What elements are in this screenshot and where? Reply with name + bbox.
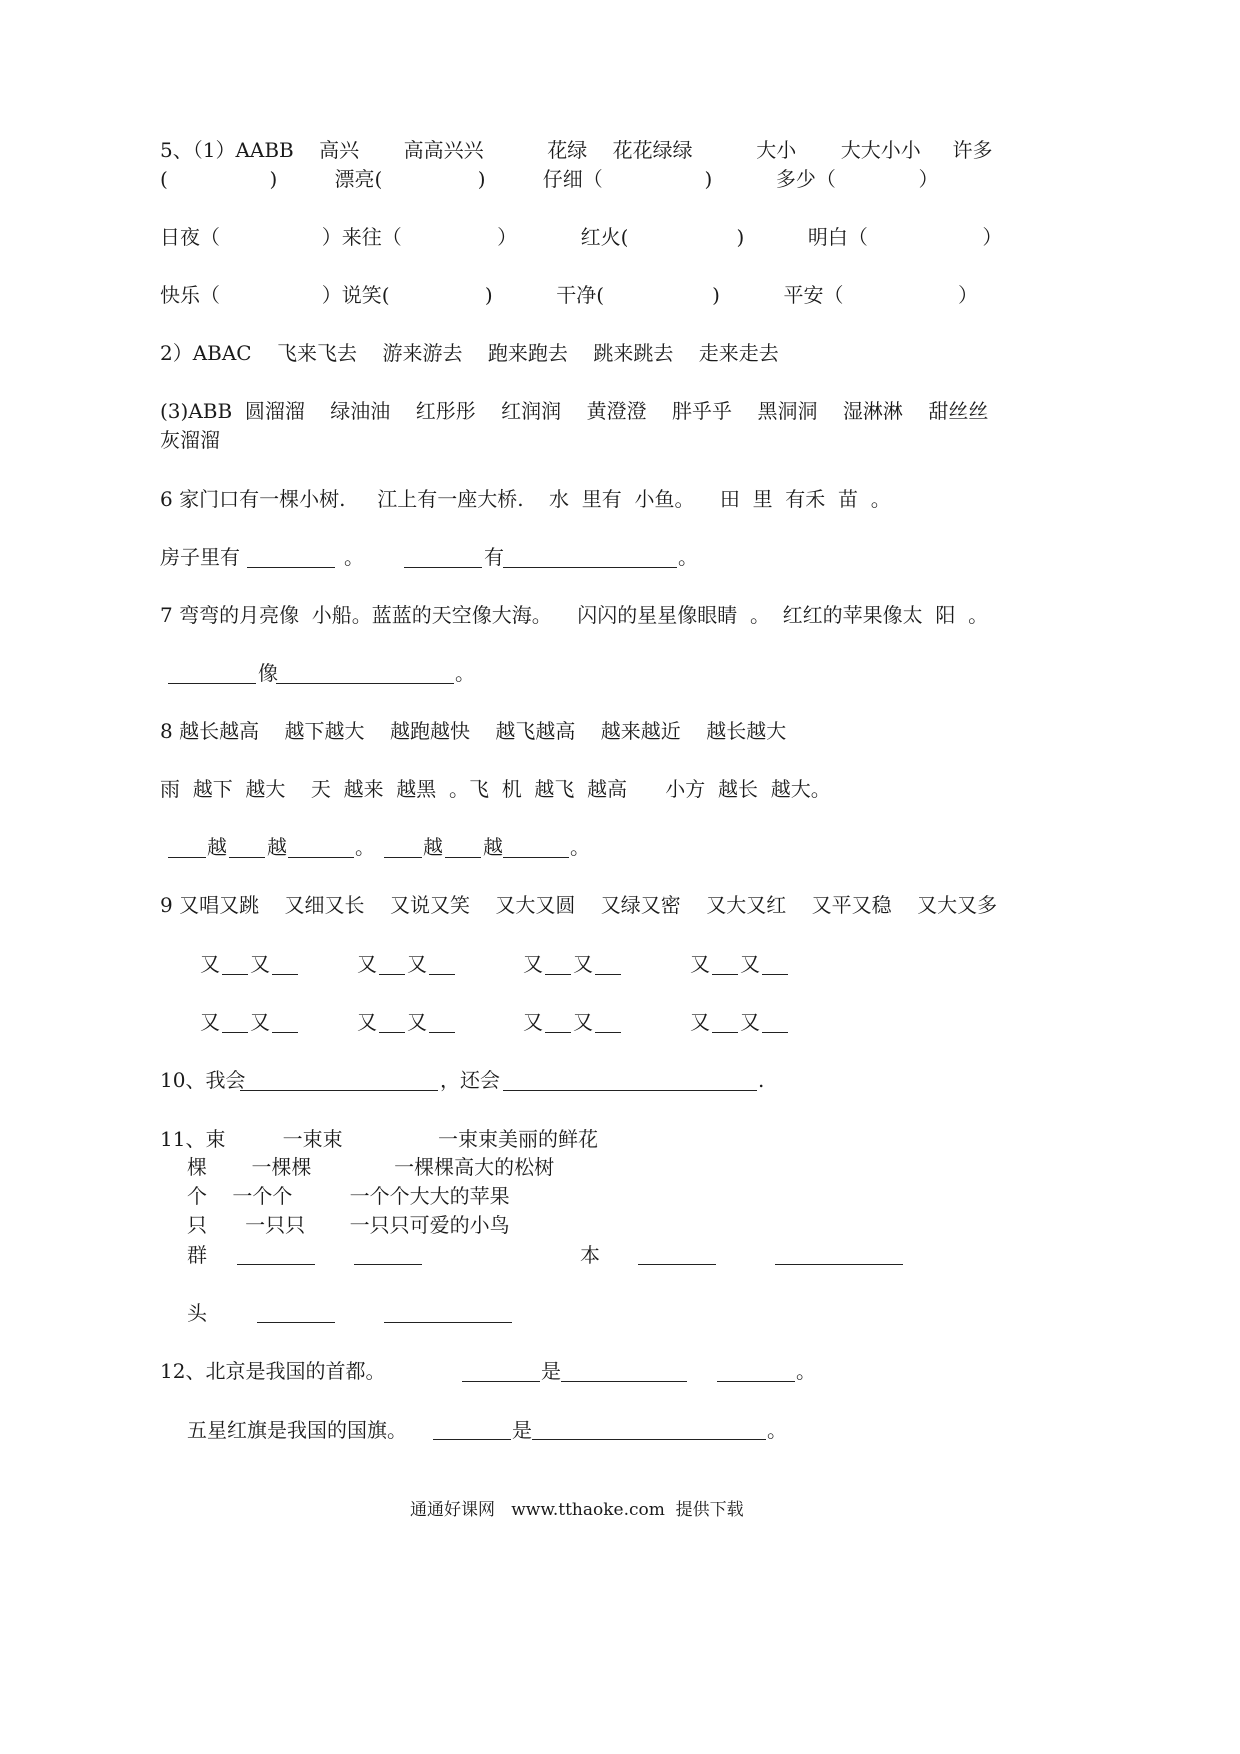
- q11-blank[interactable]: [775, 1264, 903, 1265]
- q9-blank[interactable]: [222, 1032, 248, 1033]
- q9-blank[interactable]: [712, 1032, 738, 1033]
- q9-blank[interactable]: [595, 974, 621, 975]
- q12-shi-2: 是: [512, 1418, 532, 1442]
- q12-period-1: 。: [796, 1359, 816, 1383]
- q11-blank[interactable]: [237, 1264, 315, 1265]
- q6-fill-prefix: 房子里有: [160, 545, 240, 569]
- q9-blank[interactable]: [272, 974, 298, 975]
- q12-blank-2[interactable]: [561, 1381, 687, 1382]
- q11-ben: 本: [580, 1243, 600, 1267]
- q10-end: .: [758, 1068, 765, 1092]
- q9-you: 又: [523, 1010, 543, 1034]
- q9-you: 又: [407, 1010, 427, 1034]
- q8-blank-5[interactable]: [445, 857, 481, 858]
- q9-you: 又: [523, 952, 543, 976]
- q12-blank-3[interactable]: [717, 1381, 795, 1382]
- q7-blank-1[interactable]: [168, 683, 256, 684]
- q11-line-2: 棵 一棵棵 一棵棵高大的松树: [187, 1155, 555, 1179]
- q6-blank-3[interactable]: [503, 567, 677, 568]
- q8-yue-4: 越: [483, 835, 503, 859]
- q12-line-1: 12、北京是我国的首都。: [160, 1359, 386, 1383]
- q8-yue-1: 越: [207, 835, 227, 859]
- q6-blank-2[interactable]: [404, 567, 482, 568]
- q11-blank[interactable]: [257, 1322, 335, 1323]
- q8-blank-6[interactable]: [503, 857, 569, 858]
- q6-fill-you: 有: [484, 545, 504, 569]
- q9-you: 又: [357, 952, 377, 976]
- q6-blank-1[interactable]: [247, 567, 335, 568]
- q8-yue-2: 越: [267, 835, 287, 859]
- q11-line-4: 只 一只只 一只只可爱的小鸟: [187, 1213, 510, 1237]
- q6-fill-period-2: 。: [678, 545, 698, 569]
- q9-you: 又: [740, 952, 760, 976]
- q9-blank[interactable]: [429, 1032, 455, 1033]
- q8-yue-3: 越: [423, 835, 443, 859]
- q9-blank[interactable]: [222, 974, 248, 975]
- q5-line-3: 日夜（ ）来往（ ） 红火( ) 明白（ ）: [160, 225, 1003, 249]
- q9-blank[interactable]: [762, 1032, 788, 1033]
- q5-abac-line: 2）ABAC 飞来飞去 游来游去 跑来跑去 跳来跳去 走来走去: [160, 341, 779, 365]
- q9-you: 又: [250, 952, 270, 976]
- q9-you: 又: [690, 952, 710, 976]
- q8-period-2: 。: [570, 835, 590, 859]
- q9-examples: 9 又唱又跳 又细又长 又说又笑 又大又圆 又绿又密 又大又红 又平又稳 又大又多: [160, 893, 998, 917]
- q8-blank-4[interactable]: [384, 857, 422, 858]
- q11-blank[interactable]: [384, 1322, 512, 1323]
- q11-qun: 群: [187, 1243, 207, 1267]
- q9-blank[interactable]: [712, 974, 738, 975]
- q9-you: 又: [573, 952, 593, 976]
- q9-you: 又: [573, 1010, 593, 1034]
- q9-blank[interactable]: [545, 974, 571, 975]
- q10-blank-1[interactable]: [240, 1090, 438, 1091]
- q8-blank-2[interactable]: [229, 857, 265, 858]
- q9-blank[interactable]: [429, 974, 455, 975]
- q9-you: 又: [200, 1010, 220, 1034]
- page-footer: 通通好课网 www.tthaoke.com 提供下载: [410, 1500, 744, 1520]
- q9-you: 又: [690, 1010, 710, 1034]
- q6-fill-period-1: 。: [344, 545, 364, 569]
- q9-you: 又: [200, 952, 220, 976]
- q8-blank-1[interactable]: [168, 857, 206, 858]
- q9-blank[interactable]: [762, 974, 788, 975]
- q8-period-1: 。: [355, 835, 375, 859]
- q10-mid: ，还会: [440, 1068, 500, 1092]
- q9-you: 又: [407, 952, 427, 976]
- q9-blank[interactable]: [595, 1032, 621, 1033]
- q7-fill-period: 。: [455, 661, 475, 685]
- q9-blank[interactable]: [379, 1032, 405, 1033]
- q11-line-3: 个 一个个 一个个大大的苹果: [187, 1184, 510, 1208]
- q5-line-2: ( ) 漂亮( ) 仔细（ ) 多少（ ）: [160, 167, 939, 191]
- q7-blank-2[interactable]: [276, 683, 454, 684]
- q11-tou: 头: [187, 1301, 207, 1325]
- q6-examples: 6 家门口有一棵小树. 江上有一座大桥. 水 里有 小鱼。 田 里 有禾 苗 。: [160, 487, 891, 511]
- q5-line-4: 快乐（ ）说笑( ) 干净( ) 平安（ ）: [160, 283, 978, 307]
- q9-blank[interactable]: [272, 1032, 298, 1033]
- q8-blank-3[interactable]: [288, 857, 354, 858]
- q9-you: 又: [250, 1010, 270, 1034]
- q12-shi-1: 是: [541, 1359, 561, 1383]
- q5-abb-line-2: 灰溜溜: [160, 428, 220, 452]
- q10-prefix: 10、我会: [160, 1068, 246, 1092]
- q11-line-1: 11、束 一束束 一束束美丽的鲜花: [160, 1127, 599, 1151]
- q12-blank-4[interactable]: [433, 1439, 511, 1440]
- q8-examples: 8 越长越高 越下越大 越跑越快 越飞越高 越来越近 越长越大: [160, 719, 787, 743]
- q8-sentences: 雨 越下 越大 天 越来 越黑 。飞 机 越飞 越高 小方 越长 越大。: [160, 777, 831, 801]
- q12-blank-5[interactable]: [532, 1439, 766, 1440]
- q12-blank-1[interactable]: [462, 1381, 540, 1382]
- q11-blank[interactable]: [638, 1264, 716, 1265]
- q7-examples: 7 弯弯的月亮像 小船。蓝蓝的天空像大海。 闪闪的星星像眼睛 。 红红的苹果像太 阳 。: [160, 603, 989, 627]
- q9-you: 又: [357, 1010, 377, 1034]
- q5-line-1: 5、（1）AABB 高兴 高高兴兴 花绿 花花绿绿 大小 大大小小 许多: [160, 138, 993, 162]
- q7-fill-xiang: 像: [258, 661, 278, 685]
- q11-blank[interactable]: [354, 1264, 422, 1265]
- q9-blank[interactable]: [545, 1032, 571, 1033]
- q5-abb-line: (3)ABB 圆溜溜 绿油油 红彤彤 红润润 黄澄澄 胖乎乎 黑洞洞 湿淋淋 甜丝丝: [160, 399, 989, 423]
- q9-blank[interactable]: [379, 974, 405, 975]
- q9-you: 又: [740, 1010, 760, 1034]
- q12-period-2: 。: [767, 1418, 787, 1442]
- q12-line-2: 五星红旗是我国的国旗。: [187, 1418, 407, 1442]
- q10-blank-2[interactable]: [503, 1090, 757, 1091]
